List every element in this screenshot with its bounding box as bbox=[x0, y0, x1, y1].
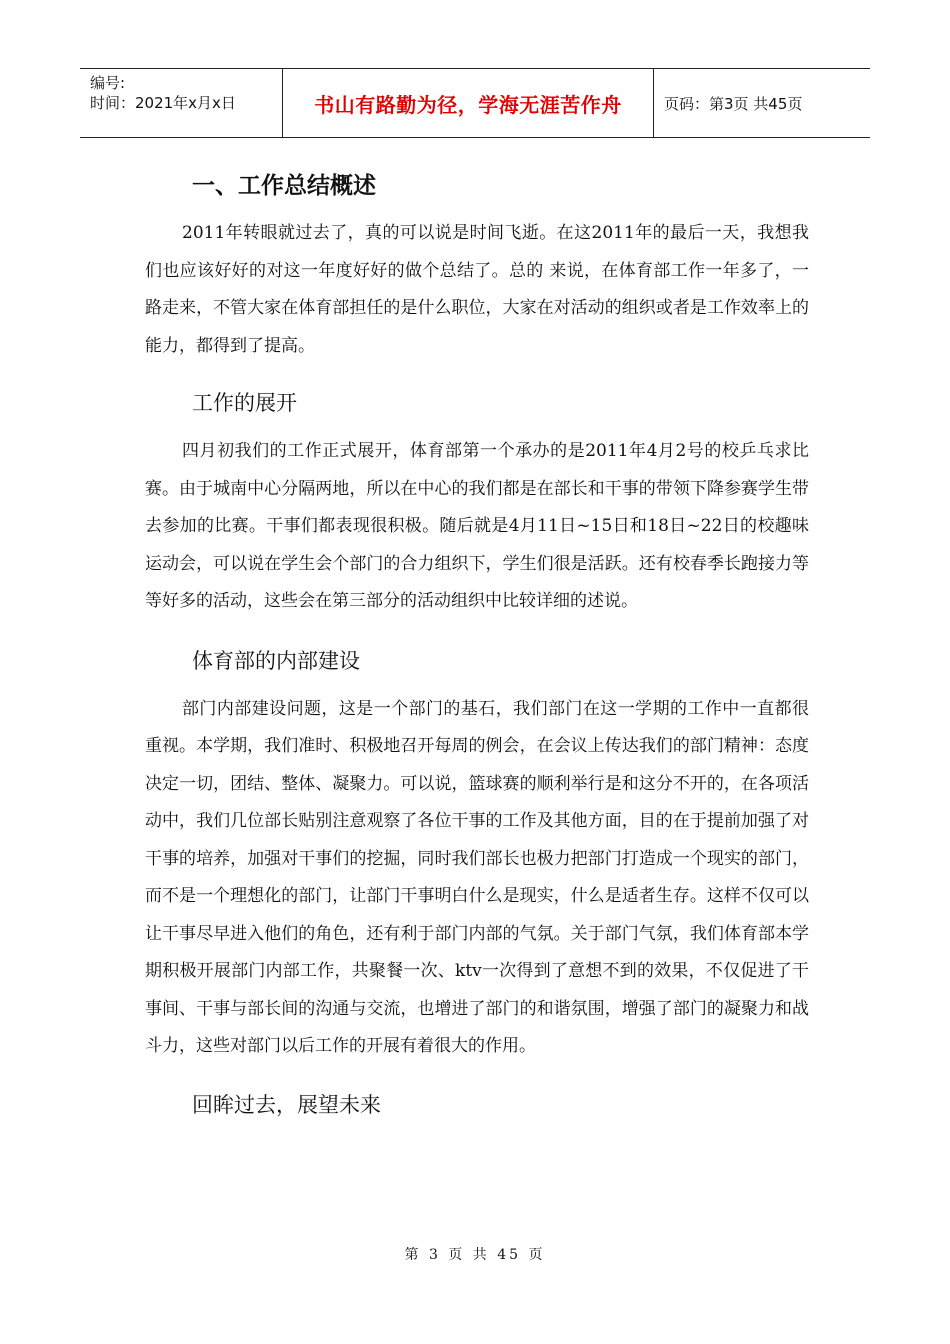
intro-paragraph: 2011年转眼就过去了，真的可以说是时间飞逝。在这2011年的最后一天，我想我们也应该好好的对这一年度好好的做个总结了。总的 来说，在体育部工作一年多了，一路走来，不管大家在体育部担任的是什么职位，大家在对活动的组织或者是工作效率上的能力，都得到了提高。 bbox=[145, 223, 809, 356]
section-title-internal-building: 体育部的内部建设 bbox=[192, 648, 360, 673]
page-footer: 第 3 页 共 45 页 bbox=[404, 1247, 546, 1263]
header-meta-cell bbox=[80, 69, 283, 137]
section-title-looking-forward: 回眸过去，展望未来 bbox=[192, 1092, 381, 1117]
document-number-label: 编号: bbox=[90, 74, 126, 92]
header-motto-cell bbox=[283, 69, 654, 137]
page-header bbox=[80, 68, 870, 138]
section-paragraph-work-start: 四月初我们的工作正式展开，体育部第一个承办的是2011年4月2号的校乒乓求比赛。由于城南中心分隔两地，所以在中心的我们都是在部长和干事的带领下降参赛学生带去参加的比赛。干事们都表现很积极。随后就是4月11日~15日和18日~22日的校趣味运动会，可以说在学生会个部门的合力组织下，学生们很是活跃。还有校春季长跑接力等等好多的活动，这些会在第三部分的活动组织中比较详细的述说。 bbox=[145, 441, 809, 611]
header-page-cell bbox=[654, 69, 870, 137]
section-paragraph-internal-building: 部门内部建设问题，这是一个部门的基石，我们部门在这一学期的工作中一直都很重视。本学期，我们准时、积极地召开每周的例会，在会议上传达我们的部门精神：态度决定一切，团结、整体、凝聚力。可以说，篮球赛的顺利举行是和这分不开的，在各项活动中，我们几位部长贴别注意观察了各位干事的工作及其他方面，目的在于提前加强了对干事的培养，加强对干事们的挖掘，同时我们部长也极力把部门打造成一个现实的部门，而不是一个理想化的部门，让部门干事明白什么是现实，什么是适者生存。这样不仅可以让干事尽早进入他们的角色，还有利于部门内部的气氛。关于部门气氛，我们体育部本学期积极开展部门内部工作，共聚餐一次、ktv一次得到了意想不到的效果，不仅促进了干事间、干事与部长间的沟通与交流，也增进了部门的和谐氛围，增强了部门的凝聚力和战斗力，这些对部门以后工作的开展有着很大的作用。 bbox=[145, 698, 809, 1056]
main-title: 一、工作总结概述 bbox=[192, 173, 376, 199]
header-motto: 书山有路勤为径，学海无涯苦作舟 bbox=[314, 92, 622, 117]
section-title-work-start: 工作的展开 bbox=[192, 391, 297, 415]
document-date-label: 时间：2021年x月x日 bbox=[90, 94, 236, 112]
document-body bbox=[145, 168, 809, 1120]
header-page-info: 页码：第3页 共45页 bbox=[664, 94, 803, 113]
